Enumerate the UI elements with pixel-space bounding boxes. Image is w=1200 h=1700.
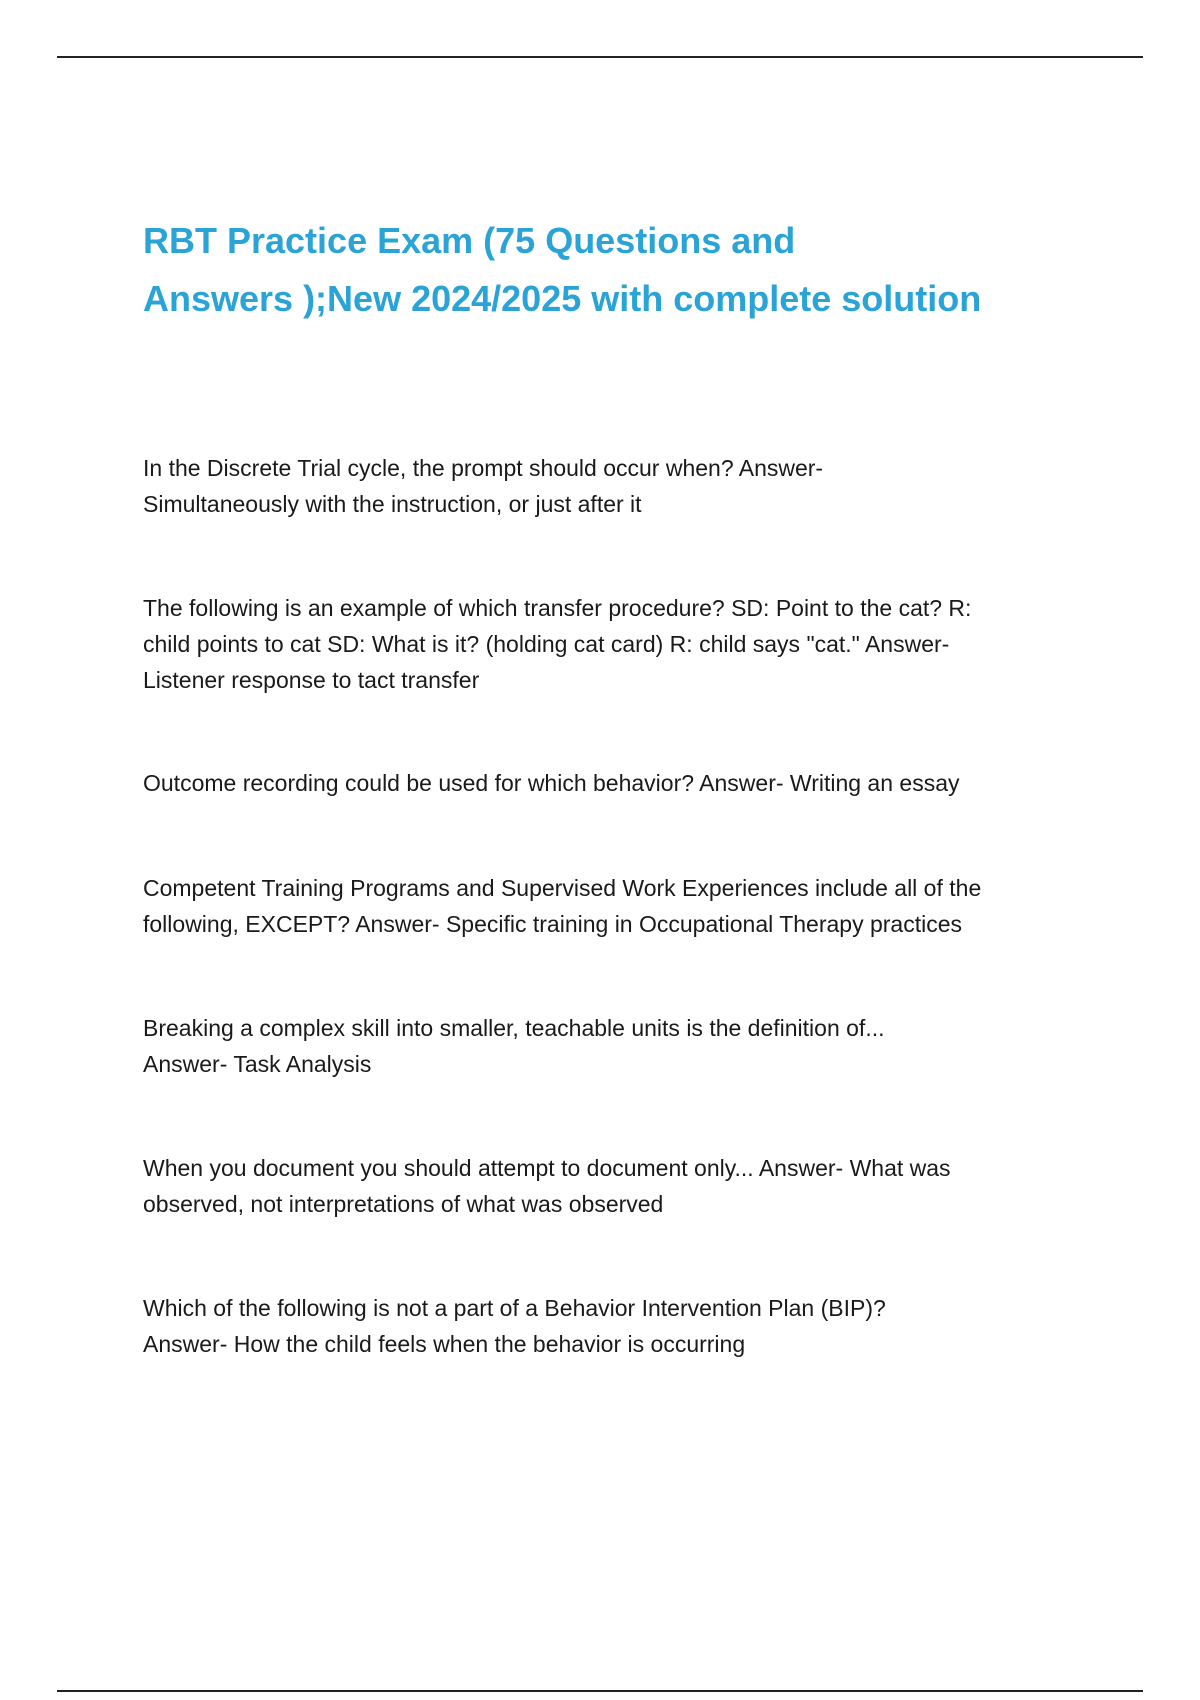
qa-item-5	[143, 1010, 1093, 1082]
qa-line: In the Discrete Trial cycle, the prompt should occur when? Answer-	[143, 455, 824, 481]
qa-line: Which of the following is not a part of a Behavior Intervention Plan (BIP)?	[143, 1295, 886, 1321]
qa-line: Competent Training Programs and Supervised Work Experiences include all of the	[143, 875, 982, 901]
qa-line: The following is an example of which transfer procedure? SD: Point to the cat? R:	[143, 595, 972, 621]
header-rule	[57, 56, 1143, 58]
title-line-2: Answers );New 2024/2025 with complete solution	[143, 278, 982, 319]
qa-item-2	[143, 590, 1093, 698]
qa-line: child points to cat SD: What is it? (holding cat card) R: child says "cat." Answer-	[143, 631, 950, 657]
qa-line: Simultaneously with the instruction, or just after it	[143, 491, 642, 517]
qa-line: observed, not interpretations of what was observed	[143, 1191, 664, 1217]
qa-line: Outcome recording could be used for which behavior? Answer- Writing an essay	[143, 770, 960, 796]
footer-rule	[57, 1690, 1143, 1692]
qa-line: Breaking a complex skill into smaller, teachable units is the definition of...	[143, 1015, 885, 1041]
qa-item-6	[143, 1150, 1093, 1222]
qa-line: Listener response to tact transfer	[143, 667, 480, 693]
qa-line: following, EXCEPT? Answer- Specific training in Occupational Therapy practices	[143, 911, 963, 937]
title-line-1: RBT Practice Exam (75 Questions and	[143, 220, 796, 261]
qa-item-3	[143, 765, 1093, 801]
qa-line: When you document you should attempt to document only... Answer- What was	[143, 1155, 951, 1181]
qa-item-1	[143, 450, 1093, 522]
document-title	[143, 212, 1093, 328]
qa-line: Answer- Task Analysis	[143, 1051, 372, 1077]
qa-item-4	[143, 870, 1093, 942]
qa-line: Answer- How the child feels when the behavior is occurring	[143, 1331, 746, 1357]
qa-item-7	[143, 1290, 1093, 1362]
